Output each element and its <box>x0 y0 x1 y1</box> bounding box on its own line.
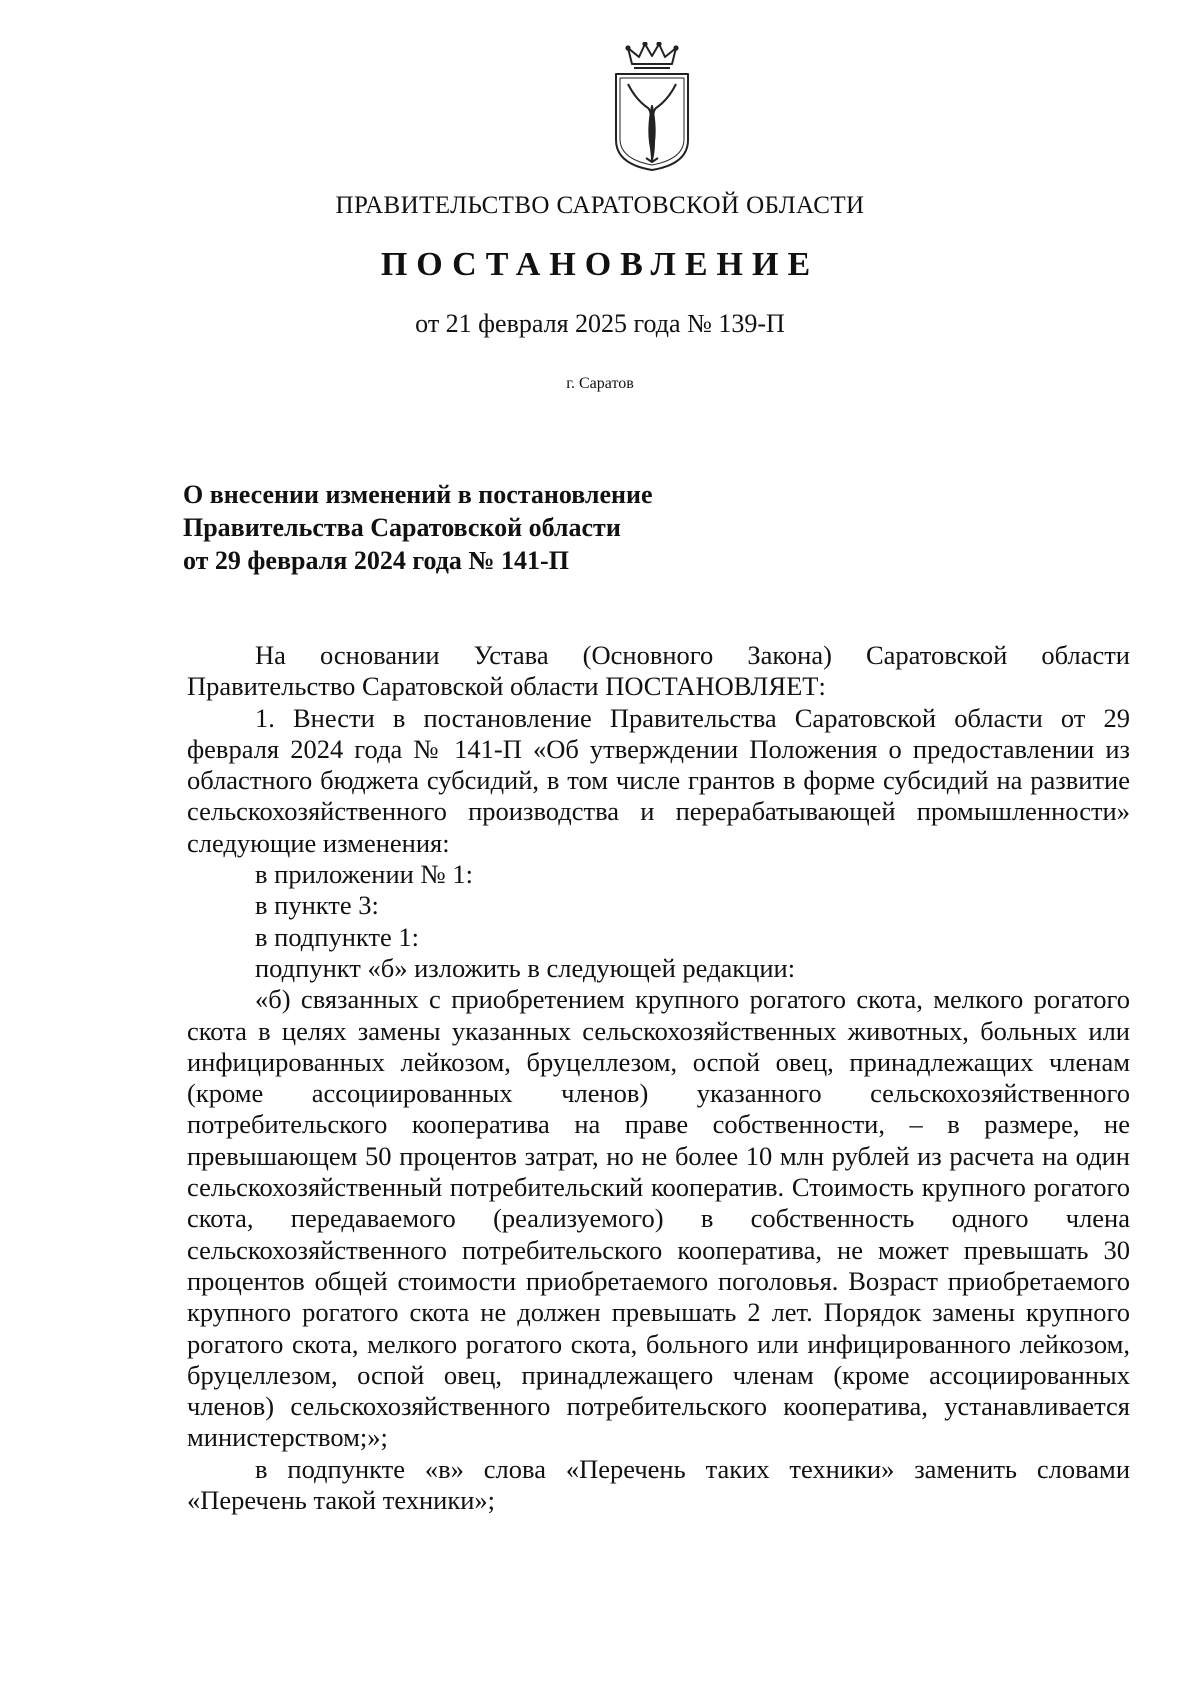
subject-line: от 29 февраля 2024 года № 141-П <box>183 546 569 575</box>
body-paragraph: подпункт «б» изложить в следующей редакции: <box>255 952 796 983</box>
document-city: г. Саратов <box>566 375 634 392</box>
document-type: ПОСТАНОВЛЕНИЕ <box>380 246 820 283</box>
body-paragraph: в приложении № 1: <box>255 859 473 890</box>
document-body <box>187 640 1130 1516</box>
organization-name: ПРАВИТЕЛЬСТВО САРАТОВСКОЙ ОБЛАСТИ <box>335 192 865 219</box>
body-paragraph: «б) связанных с приобретением крупного рогатого скота, мелкого рогатого скота в целях замены указанных сельскохозяйственных животных, больных или инфицированных лейкозом, бруцеллезом, оспой овец, принадлежащих членам (кроме ассоциированных членов) указанного сельскохозяйственного потребительского кооператива на праве собственности, – в размере, не превышающем 50 процентов затрат, но не более 10 млн рублей из расчета на один сельскохозяйственный потребительский кооператив. Стоимость крупного рогатого скота, передаваемого (реализуемого) в собственность одного члена сельскохозяйственного потребительского кооператива, не может превышать 30 процентов общей стоимости приобретаемого поголовья. Возраст приобретаемого крупного рогатого скота не должен превышать 2 лет. Порядок замены крупного рогатого скота, мелкого рогатого скота, больного или инфицированного лейкозом, бруцеллезом, оспой овец, принадлежащего членам (кроме ассоциированных членов) сельскохозяйственного потребительского кооператива, устанавливается министерством;»; <box>187 984 1130 1453</box>
body-paragraph: 1. Внести в постановление Правительства Саратовской области от 29 февраля 2024 года № 141-П «Об утверждении Положения о предоставлении из областного бюджета субсидий, в том числе грантов в форме субсидий на развитие сельскохозяйственного производства и перерабатывающей промышленности» следующие изменения: <box>187 702 1130 858</box>
body-paragraph: в пункте 3: <box>255 890 379 921</box>
body-paragraph: в подпункте 1: <box>255 921 420 952</box>
subject-line: Правительства Саратовской области <box>183 513 621 542</box>
document-subject <box>183 478 783 577</box>
subject-line: О внесении изменений в постановление <box>183 480 653 509</box>
document-date-number: от 21 февраля 2025 года № 139-П <box>415 309 785 338</box>
body-paragraph: На основании Устава (Основного Закона) Саратовской области Правительство Саратовской области ПОСТАНОВЛЯЕТ: <box>187 640 1130 702</box>
saratov-coat-of-arms-icon <box>606 42 698 172</box>
body-paragraph: в подпункте «в» слова «Перечень таких техники» заменить словами «Перечень такой техники»; <box>187 1453 1130 1516</box>
